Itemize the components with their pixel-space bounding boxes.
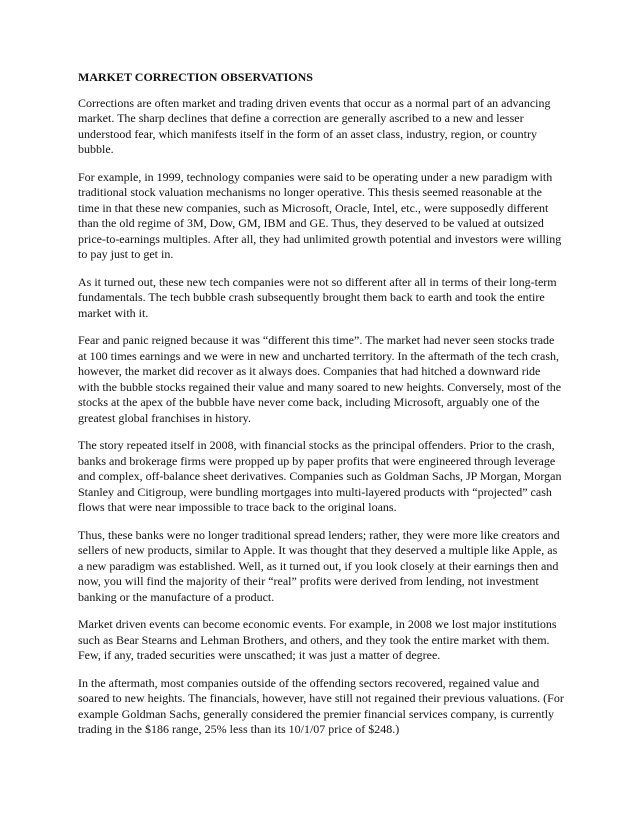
paragraph-7: Market driven events can become economic events. For example, in 2008 we lost major institutions such as Bear Stearns and Lehman Brothers, and others, and they took the entire market with them. Few, if any, traded securities were unscathed; it was just a matter of degree.	[78, 617, 557, 662]
paragraph-5: The story repeated itself in 2008, with financial stocks as the principal offenders. Prior to the crash, banks and brokerage firms were propped up by paper profits that were engineered through leverage and complex, off-balance sheet derivatives. Companies such as Goldman Sachs, JP Morgan, Morgan Stanley and Citigroup, were bundling mortgages into multi-layered products with “projected” cash flows that were near impossible to trace back to the original loans.	[78, 438, 562, 514]
document-title: MARKET CORRECTION OBSERVATIONS	[78, 70, 313, 84]
paragraph-6: Thus, these banks were no longer traditional spread lenders; rather, they were more like creators and sellers of new products, similar to Apple. It was thought that they deserved a multiple like Apple, as a new paradigm was established. Well, as it turned out, if you look closely at their earnings then and now, you will find the majority of their “real” profits were derived from lending, not investment banking or the manufacture of a product.	[78, 527, 560, 604]
paragraph-8: In the aftermath, most companies outside of the offending sectors recovered, regained value and soared to new heights. The financials, however, have still not regained their previous valuations. (For example Goldman Sachs, generally considered the premier financial services company, is currently trading in the $186 range, 25% less than its 10/1/07 price of $248.)	[78, 675, 564, 736]
paragraph-1: Corrections are often market and trading driven events that occur as a normal part of an advancing market. The sharp declines that define a correction are generally ascribed to a new and lesser understood fear, which manifests itself in the form of an asset class, industry, region, or country bubble.	[78, 95, 551, 156]
paragraph-2: For example, in 1999, technology companies were said to be operating under a new paradigm with traditional stock valuation mechanisms no longer operative. This thesis seemed reasonable at the time in that these new companies, such as Microsoft, Oracle, Intel, etc., were supposedly different than the old regime of 3M, Dow, GM, IBM and GE. Thus, they deserved to be valued at outsized price-to-earnings multiples. After all, they had unlimited growth potential and investors were willing to pay just to get in.	[78, 169, 562, 261]
paragraph-3: As it turned out, these new tech companies were not so different after all in terms of their long-term fundamentals. The tech bubble crash subsequently brought them back to earth and took the entire market with it.	[78, 274, 557, 320]
paragraph-4: Fear and panic reigned because it was “different this time”. The market had never seen stocks trade at 100 times earnings and we were in new and uncharted territory. In the aftermath of the tech crash, however, the market did recover as it always does. Companies that had hitched a downward ride with the bubble stocks regained their value and many soared to new heights. Conversely, most of the stocks at the apex of the bubble have never come back, including Microsoft, arguably one of the greatest global franchises in history.	[78, 333, 562, 425]
document-page	[78, 70, 564, 738]
